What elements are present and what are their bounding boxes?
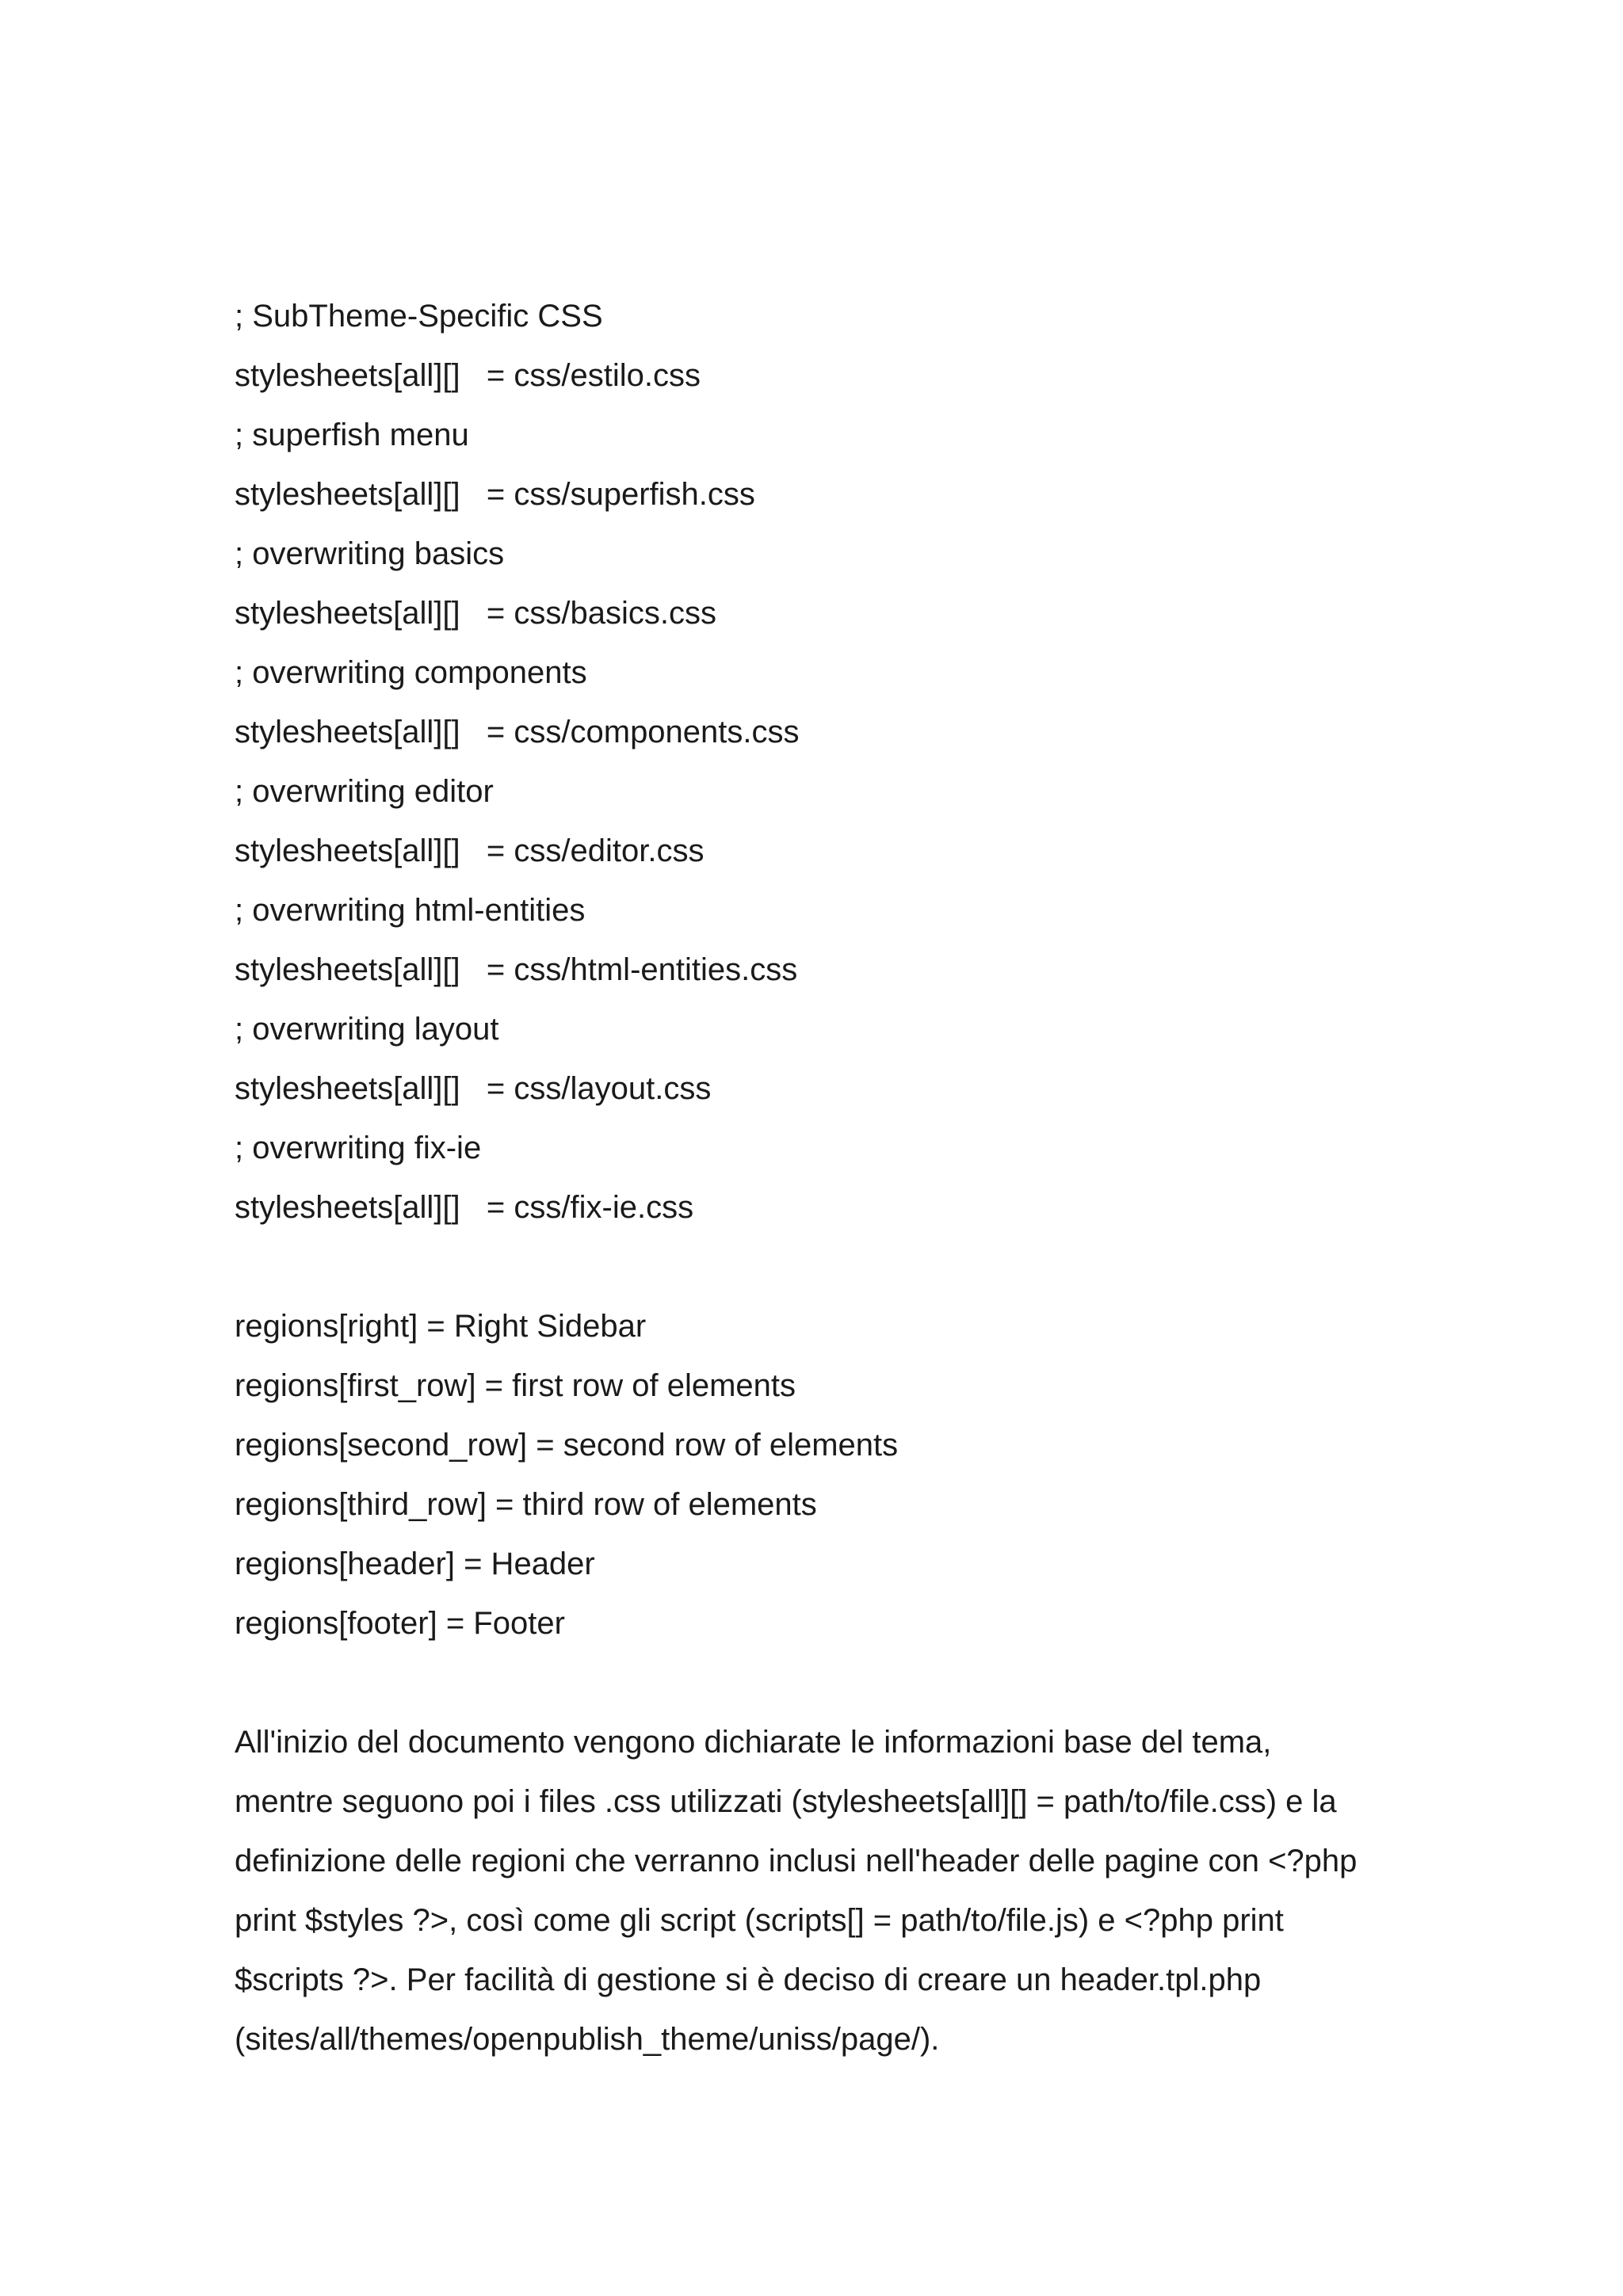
region-line: regions[first_row] = first row of elements [235, 1368, 796, 1403]
paragraph-line: definizione delle regioni che verranno inclusi nell'header delle pagine con <?php [235, 1844, 1358, 1878]
config-line: ; overwriting fix-ie [235, 1131, 482, 1165]
paragraph-line: $scripts ?>. Per facilità di gestione si è deciso di creare un header.tpl.php [235, 1962, 1262, 1997]
region-line: regions[header] = Header [235, 1547, 595, 1581]
config-line: ; SubTheme-Specific CSS [235, 299, 603, 334]
paragraph-line: mentre seguono poi i files .css utilizzati (stylesheets[all][] = path/to/file.css) e la [235, 1784, 1337, 1819]
config-line: ; overwriting editor [235, 774, 494, 809]
paragraph-line: (sites/all/themes/openpublish_theme/uniss/page/). [235, 2022, 940, 2057]
config-line: ; overwriting components [235, 655, 587, 690]
document-page [235, 287, 1423, 2069]
paragraph-line: print $styles ?>, così come gli script (scripts[] = path/to/file.js) e <?php print [235, 1903, 1284, 1938]
config-line: stylesheets[all][] = css/basics.css [235, 596, 716, 631]
config-line: ; overwriting basics [235, 536, 505, 571]
config-line: stylesheets[all][] = css/layout.css [235, 1071, 712, 1106]
config-line: stylesheets[all][] = css/editor.css [235, 833, 705, 868]
config-line: stylesheets[all][] = css/components.css [235, 715, 800, 749]
region-line: regions[right] = Right Sidebar [235, 1309, 647, 1344]
paragraph-line: All'inizio del documento vengono dichiarate le informazioni base del tema, [235, 1725, 1272, 1760]
region-line: regions[second_row] = second row of elements [235, 1428, 899, 1463]
config-line: stylesheets[all][] = css/fix-ie.css [235, 1190, 694, 1225]
config-line: stylesheets[all][] = css/superfish.css [235, 477, 755, 512]
blank-line [235, 1653, 1423, 1713]
blank-line [235, 1238, 1423, 1297]
description-paragraph [235, 1713, 1423, 2069]
region-line: regions[third_row] = third row of elements [235, 1487, 817, 1522]
regions-block [235, 1297, 1423, 1653]
config-block [235, 287, 1423, 1238]
config-line: stylesheets[all][] = css/estilo.css [235, 358, 701, 393]
config-line: ; overwriting html-entities [235, 893, 586, 928]
config-line: ; overwriting layout [235, 1012, 499, 1047]
region-line: regions[footer] = Footer [235, 1606, 565, 1641]
config-line: stylesheets[all][] = css/html-entities.css [235, 952, 798, 987]
config-line: ; superfish menu [235, 418, 469, 452]
